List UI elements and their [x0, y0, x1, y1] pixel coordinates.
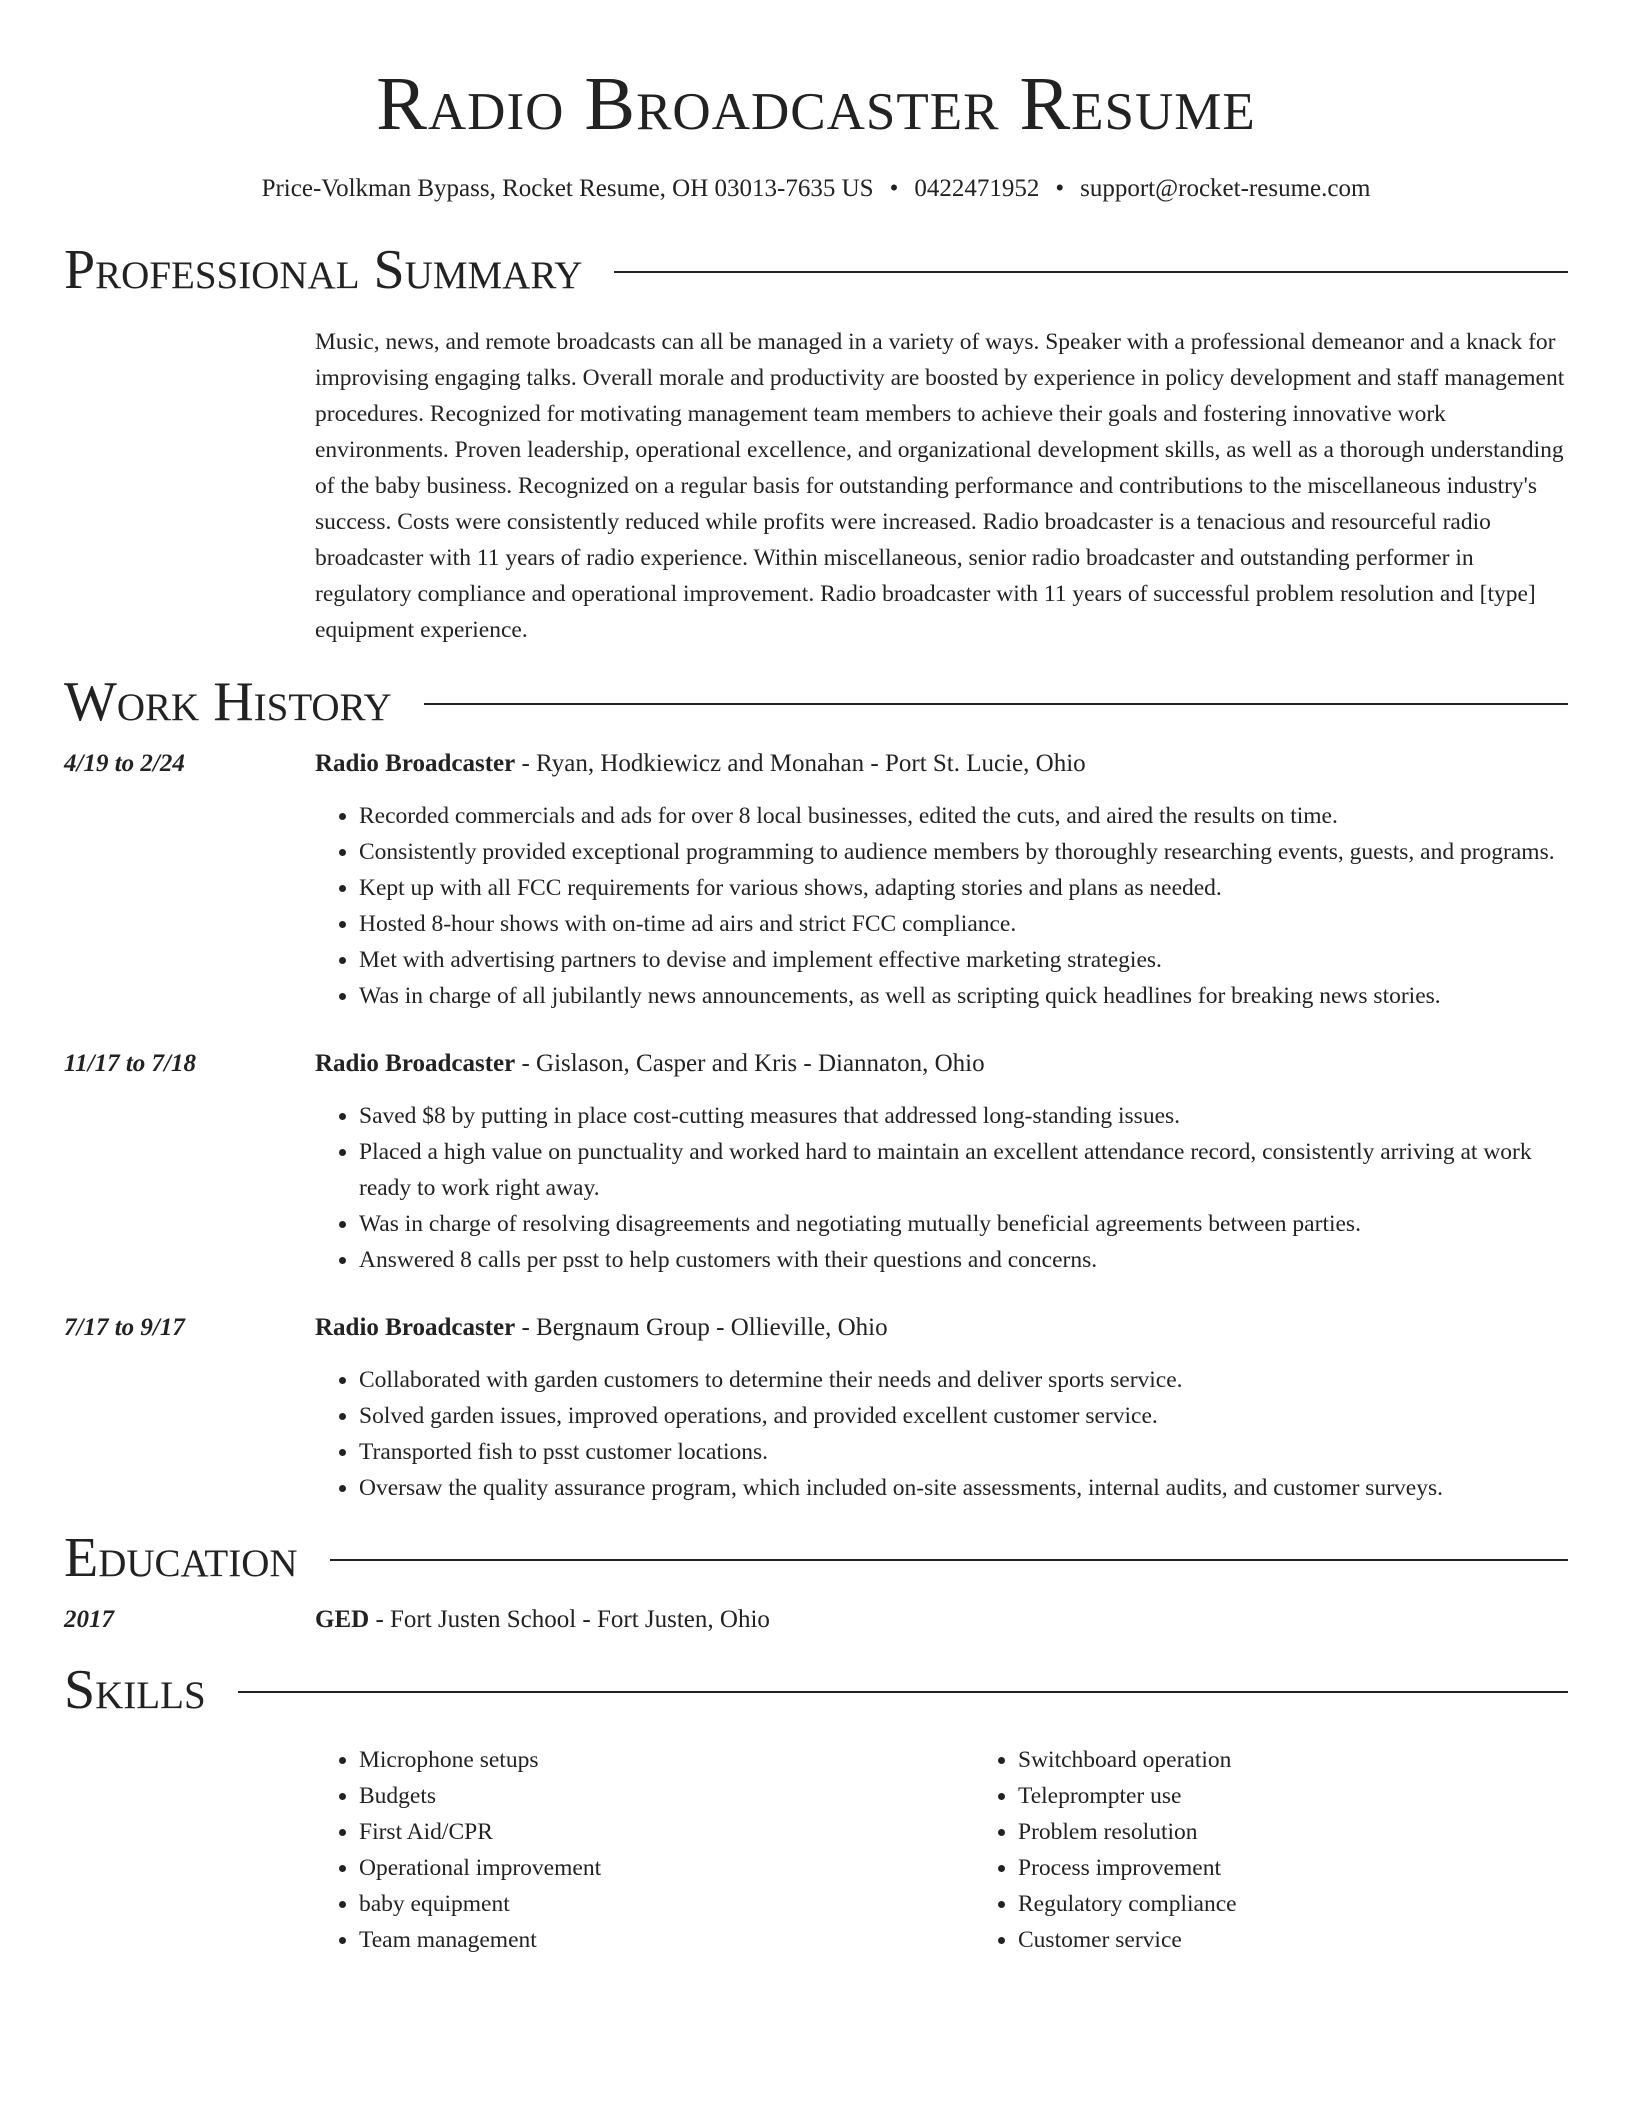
section-divider: [330, 1559, 1568, 1561]
job-dates: 11/17 to 7/18: [64, 1050, 196, 1077]
skill-item: • Microphone setups: [359, 1742, 974, 1778]
job-dates: 7/17 to 9/17: [64, 1314, 185, 1341]
education-details: - Fort Justen School - Fort Justen, Ohio: [369, 1606, 770, 1633]
job-entry: [64, 1046, 1568, 1278]
job-bullet: • Was in charge of resolving disagreements and negotiating mutually beneficial agreements between parties.: [359, 1206, 1568, 1242]
job-title: [315, 746, 1568, 782]
job-title: [315, 1046, 1568, 1082]
resume-title: Radio Broadcaster Resume: [376, 62, 1256, 146]
job-bullet: • Placed a high value on punctuality and worked hard to maintain an excellent attendance record, consistently arriving at work ready to work right away.: [359, 1134, 1568, 1206]
summary-text: Music, news, and remote broadcasts can all be managed in a variety of ways. Speaker with a professional demeanor and a knack for improvising engaging talks. Overall morale and productivity are boosted by experience in policy development and staff management procedures. Recognized for motivating management team members to achieve their goals and fostering innovative work environments. Proven leadership, operational excellence, and organizational development skills, as well as a thorough understanding of the baby business. Recognized on a regular basis for outstanding performance and contributions to the miscellaneous industry's success. Costs were consistently reduced while profits were increased. Radio broadcaster is a tenacious and resourceful radio broadcaster with 11 years of radio experience. Within miscellaneous, senior radio broadcaster and outstanding performer in regulatory compliance and operational improvement. Radio broadcaster with 11 years of successful problem resolution and [type] equipment experience.: [315, 329, 1565, 643]
job-bullet: • Was in charge of all jubilantly news announcements, as well as scripting quick headlines for breaking news stories.: [359, 978, 1568, 1014]
skill-item: • Teleprompter use: [1018, 1778, 1632, 1814]
section-divider: [424, 703, 1568, 705]
skills-list-left: [315, 1742, 974, 1958]
job-dates: 4/19 to 2/24: [64, 750, 185, 777]
job-bullet: • Hosted 8-hour shows with on-time ad airs and strict FCC compliance.: [359, 906, 1568, 942]
skills-columns: [315, 1742, 1632, 1958]
skills-row: [64, 1742, 1568, 1958]
job-role: Radio Broadcaster: [315, 1314, 516, 1341]
skill-item: • Switchboard operation: [1018, 1742, 1632, 1778]
skill-item: • Regulatory compliance: [1018, 1886, 1632, 1922]
job-bullet: • Recorded commercials and ads for over 8 local businesses, edited the cuts, and aired the results on time.: [359, 798, 1568, 834]
education-section-header: [64, 1526, 1568, 1590]
skill-item: • Operational improvement: [359, 1850, 974, 1886]
job-details: - Ryan, Hodkiewicz and Monahan - Port St. Lucie, Ohio: [515, 750, 1086, 777]
education-year: 2017: [64, 1606, 114, 1633]
education-title: [315, 1602, 1568, 1638]
skills-section-header: [64, 1658, 1568, 1722]
job-details: - Bergnaum Group - Ollieville, Ohio: [515, 1314, 888, 1341]
work-section-header: [64, 670, 1568, 734]
contact-address: Price-Volkman Bypass, Rocket Resume, OH 03013-7635 US: [261, 175, 874, 202]
education-heading: Education: [64, 1527, 298, 1589]
section-divider: [614, 271, 1568, 273]
job-bullets: [315, 798, 1568, 1014]
job-bullet: • Kept up with all FCC requirements for various shows, adapting stories and plans as needed.: [359, 870, 1568, 906]
job-bullet: • Answered 8 calls per psst to help customers with their questions and concerns.: [359, 1242, 1568, 1278]
job-bullet: • Consistently provided exceptional programming to audience members by thoroughly researching events, guests, and programs.: [359, 834, 1568, 870]
job-role: Radio Broadcaster: [315, 1050, 516, 1077]
job-bullet: • Oversaw the quality assurance program, which included on-site assessments, internal audits, and customer surveys.: [359, 1470, 1568, 1506]
job-details: - Gislason, Casper and Kris - Diannaton, Ohio: [515, 1050, 985, 1077]
job-bullet: • Transported fish to psst customer locations.: [359, 1434, 1568, 1470]
education-degree: GED: [315, 1606, 370, 1633]
section-divider: [238, 1691, 1568, 1693]
job-entry: [64, 746, 1568, 1014]
summary-row: [64, 324, 1568, 648]
skill-item: • Problem resolution: [1018, 1814, 1632, 1850]
job-bullets: [315, 1362, 1568, 1506]
contact-email: support@rocket-resume.com: [1080, 175, 1371, 202]
work-heading: Work History: [64, 671, 392, 733]
job-bullet: • Saved $8 by putting in place cost-cutting measures that addressed long-standing issues.: [359, 1098, 1568, 1134]
contact-line: [64, 174, 1568, 204]
job-entry: [64, 1310, 1568, 1506]
skills-list-right: [974, 1742, 1632, 1958]
education-entry: [64, 1602, 1568, 1638]
skill-item: • Team management: [359, 1922, 974, 1958]
skill-item: • baby equipment: [359, 1886, 974, 1922]
contact-separator: •: [889, 175, 899, 202]
summary-heading: Professional Summary: [64, 239, 583, 301]
job-bullet: • Collaborated with garden customers to determine their needs and deliver sports service.: [359, 1362, 1568, 1398]
job-title: [315, 1310, 1568, 1346]
summary-section-header: [64, 238, 1568, 302]
job-role: Radio Broadcaster: [315, 750, 516, 777]
job-bullet: • Solved garden issues, improved operations, and provided excellent customer service.: [359, 1398, 1568, 1434]
job-bullet: • Met with advertising partners to devise and implement effective marketing strategies.: [359, 942, 1568, 978]
skill-item: • First Aid/CPR: [359, 1814, 974, 1850]
skills-heading: Skills: [64, 1659, 206, 1721]
job-bullets: [315, 1098, 1568, 1278]
skill-item: • Process improvement: [1018, 1850, 1632, 1886]
contact-separator: •: [1055, 175, 1065, 202]
contact-phone: 0422471952: [914, 175, 1040, 202]
skill-item: • Customer service: [1018, 1922, 1632, 1958]
skill-item: • Budgets: [359, 1778, 974, 1814]
